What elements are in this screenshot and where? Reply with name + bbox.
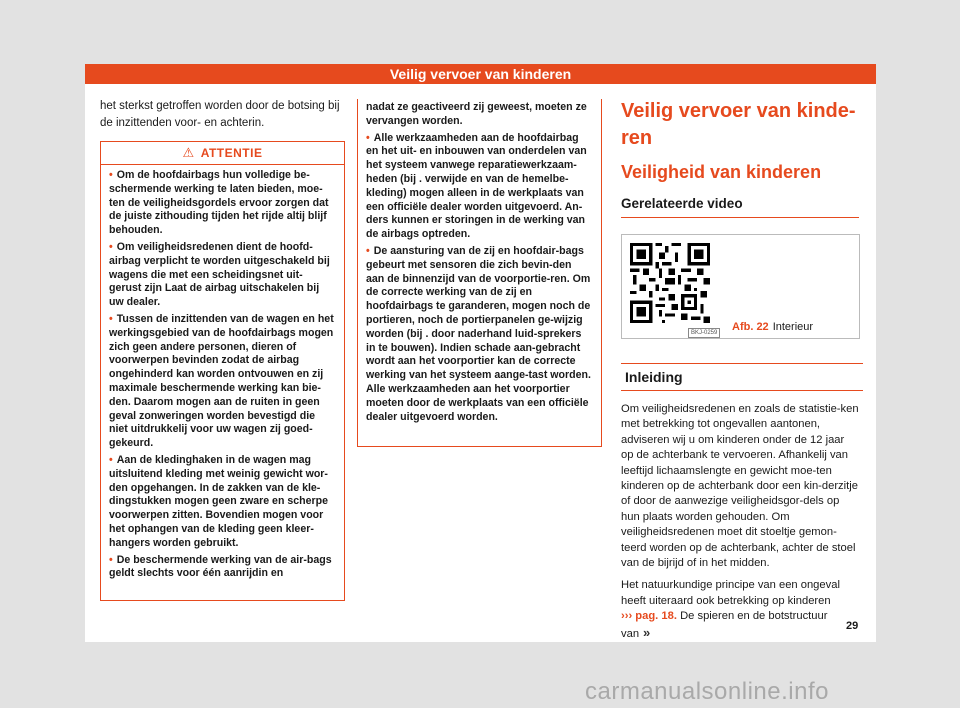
warning-title: [101, 142, 344, 165]
warning-item: [366, 245, 592, 424]
warning-list-continued: [358, 99, 601, 424]
column-1: [100, 98, 345, 132]
header-bar: Veilig vervoer van kinderen: [85, 64, 876, 84]
warning-item: [109, 241, 335, 310]
warning-item-text: Om de hoofdairbags hun volledige be-schermende werking te laten bieden, moe-ten de veiligheidsgordels ervoor zorgen dat de juiste zithouding tijden het rijde altij blijf behouden.: [109, 169, 329, 237]
figure-interior: [621, 234, 860, 339]
paragraph-1: Om veiligheidsredenen en zoals de statistie-ken met betrekking tot ongevallen aantonen, adviseren wij u om kinderen onder de 12 jaar op de achterbank te vervoeren. Afhankelij van leeftijd lichaamslengte en gewicht moe-ten kinderen op de achterbank door een kin-derzitje of door de aanwezige veiligheidsgor-dels op hun plaats worden gehouden. Om veiligheidsredenen moet dit stoeltje gemon-teerd worden op de achterbank, achter de stoel van de bijrijd of in het midden.: [621, 403, 859, 570]
figure-caption-text: Interieur: [772, 321, 814, 333]
warning-item: [109, 454, 335, 551]
continue-icon: »: [643, 624, 651, 640]
warning-item-text: Om veiligheidsredenen dient de hoofd-airbag verplicht te worden uitgeschakeld bij wagens die met een scheidingsnet uit-gerust zijn Laat de airbag uitschakelen bij uw dealer.: [109, 240, 330, 309]
warning-item: [366, 101, 592, 129]
warning-list: [101, 165, 344, 581]
warning-item: [109, 169, 335, 238]
related-video-heading: Gerelateerde video: [621, 190, 859, 218]
warning-item-text: De beschermende werking van de air-bags geldt slechts voor één aanrijdin en: [109, 553, 332, 580]
paragraph-2-start: Het natuurkundige principe van een ongeval heeft uiteraard ook betrekking op kinderen: [621, 579, 840, 607]
bullet-icon: •: [109, 240, 113, 253]
warning-item: [109, 313, 335, 451]
figure-caption: [732, 321, 813, 333]
paragraph-2-end: De spieren en de botstructuur van: [621, 610, 828, 640]
section-title: [621, 98, 859, 152]
warning-item-text: nadat ze geactiveerd zij geweest, moeten ze vervangen worden.: [366, 101, 587, 127]
section-title-line2: ren: [621, 127, 653, 149]
column-3: [621, 98, 859, 218]
paragraph-2: [621, 578, 859, 642]
bullet-icon: •: [366, 131, 370, 144]
watermark: carmanualsonline.info: [585, 678, 829, 705]
inleiding-heading: Inleiding: [621, 363, 863, 391]
bullet-icon: •: [109, 169, 113, 181]
bullet-icon: •: [109, 453, 113, 466]
section-title-line1: Veilig vervoer van kinde-: [621, 100, 856, 122]
figure-label: Afb. 22: [732, 321, 769, 333]
subsection-title: Veiligheid van kinderen: [621, 162, 822, 182]
intro-text: het sterkst getroffen worden door de botsing bij de inzittenden voor- en achterin.: [100, 100, 340, 129]
warning-item: [109, 554, 335, 582]
warning-item: [366, 132, 592, 242]
column-3-body: [621, 402, 859, 649]
bullet-icon: •: [109, 553, 113, 566]
warning-item-text: Aan de kledinghaken in de wagen mag uitsluitend kleding met weinig gewicht wor-den opgehangen. In de zakken van de kle-dingstukken mogen geen zware en scherpe voorwerpen zitten. Bovendien mogen voor het ophangen van de kleding geen kleer-hangers worden gebruikt.: [109, 453, 328, 549]
page-number: 29: [846, 620, 859, 632]
warning-box-continued: [357, 99, 602, 447]
warning-item-text: Tussen de inzittenden van de wagen en het werkingsgebied van de hoofdairbags mogen zich geen andere personen, dieren of voorwerpen bevinden zodat de airbag ongehinderd kan worden ontvouwen en zij maximale beschermende werking kan bie-den. Daarom mogen aan de ruiten in geen geval zonweringen worden bevestigd die niet uitdrukkelij voor uw wagen zij goed-gekeurd.: [109, 312, 334, 450]
warning-box: [100, 141, 345, 601]
page-reference-link[interactable]: ››› pag. 18.: [621, 610, 677, 623]
warning-triangle-icon: ⚠: [182, 145, 195, 160]
warning-item-text: Alle werkzaamheden aan de hoofdairbag en het uit- en inbouwen van onderdelen van het systeem vanwege reparatiewerkzaam-heden (bij . verwijde en van de hemelbe-kleding) mogen alleen in de werkplaats van een officiële dealer worden uitgevoerd. An-ders kunnen er storingen in de werking van de airbags optreden.: [366, 131, 587, 241]
bullet-icon: •: [366, 244, 370, 257]
bullet-icon: •: [109, 312, 113, 325]
warning-item-text: De aansturing van de zij en hoofdair-bags gebeurt met sensoren die zich bevin-den aan de binnenzijd van de voorportie-ren. Om de correcte werking van de zij en hoofdairbags te garanderen, mogen noch de portieren, noch de portierpanelen ge-wijzig worden (bij . door naderhand luid-sprekers in te bouwen). Indien schade aan-gebracht wordt aan het voorportier kan de correcte werking van het systeem aange-tast worden. Alle werkzaamheden aan het voorportier moeten door de werkplaats van een officiële dealer uitgevoerd worden.: [366, 244, 591, 423]
qr-code-icon[interactable]: [630, 243, 710, 323]
warning-title-text: ATTENTIE: [200, 146, 263, 160]
figure-code: BKJ-0259: [688, 328, 720, 338]
